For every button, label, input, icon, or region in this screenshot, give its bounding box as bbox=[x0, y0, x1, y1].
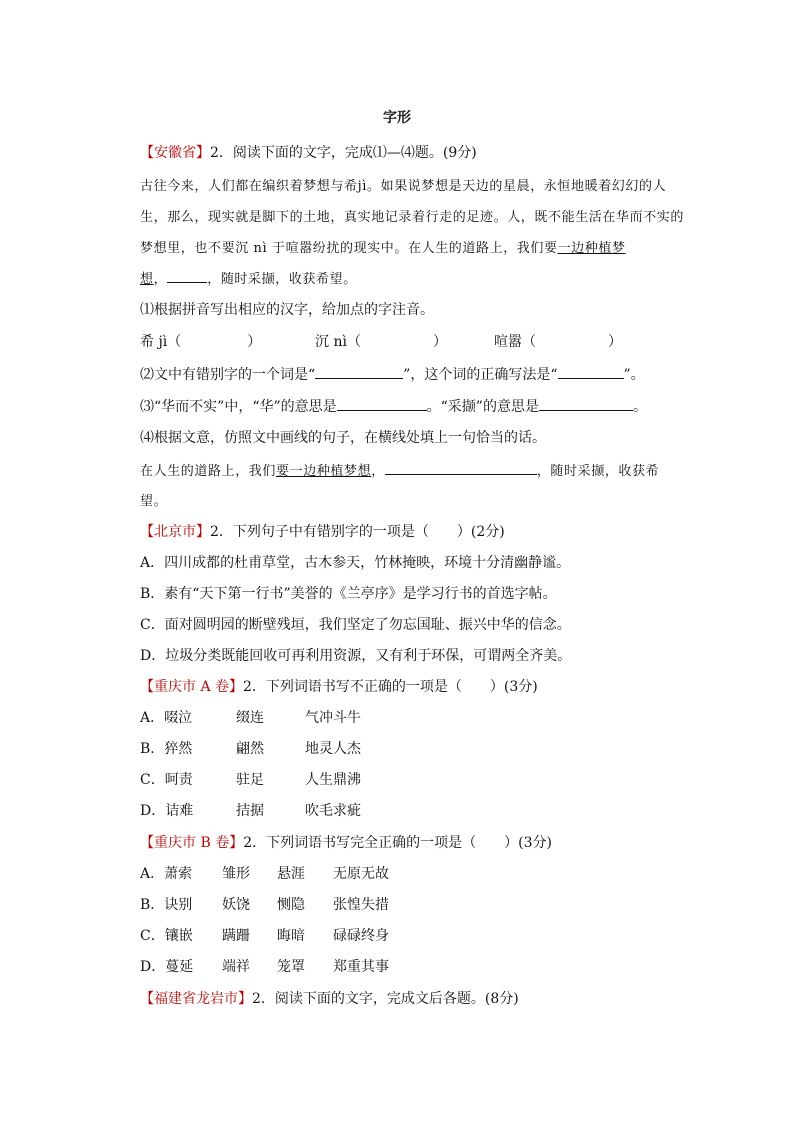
option-a-word-2: 雏形 bbox=[222, 866, 250, 882]
pinyin-item-xuanxiao bbox=[494, 332, 622, 352]
underlined-sentence: 要一边种植梦想 bbox=[276, 464, 372, 479]
q-text: ⑶“华而不实”中，“华”的意思是 bbox=[140, 399, 337, 415]
option-d-word-1: D．蔓延 bbox=[140, 959, 194, 975]
imitation-line-end: 望。 bbox=[140, 494, 168, 509]
q-text: ”。 bbox=[623, 367, 645, 383]
sub-question-2 bbox=[140, 364, 645, 385]
item-paren: ） bbox=[247, 334, 262, 350]
underlined-sentence: 想 bbox=[140, 272, 154, 287]
option-c-word-2: 驻足 bbox=[236, 772, 264, 788]
option-c-word-1: C．呵责 bbox=[140, 772, 193, 788]
passage-text: 梦想里，也不要沉 nì 于喧嚣纷扰的现实中。在人生的道路上，我们要 bbox=[140, 241, 558, 256]
option-c: C．面对圆明园的断壁残垣，我们坚定了勿忘国耻、振兴中华的信念。 bbox=[140, 617, 571, 633]
passage-text: ， bbox=[153, 272, 168, 287]
option-d-word-4: 郑重其事 bbox=[333, 959, 389, 975]
option-a-word-3: 悬涯 bbox=[277, 866, 305, 882]
q4-header bbox=[140, 833, 552, 853]
option-d: D．垃圾分类既能回收可再利用资源，又有利于环保，可谓两全齐美。 bbox=[140, 648, 572, 664]
answer-blank[interactable] bbox=[385, 460, 537, 475]
option-d-word-2: 拮据 bbox=[236, 803, 264, 819]
question-stem: 2．下列词语书写完全正确的一项是（ ）(3分) bbox=[243, 835, 552, 851]
option-a: A．四川成都的杜甫草堂，古木参天，竹林掩映，环境十分清幽静谧。 bbox=[140, 555, 571, 571]
q-text: ， bbox=[371, 464, 385, 479]
q2-header bbox=[140, 522, 505, 542]
sub-question-3 bbox=[140, 396, 647, 417]
option-b-word-3: 地灵人杰 bbox=[305, 741, 361, 757]
option-c-word-4: 碌碌终身 bbox=[333, 928, 389, 944]
underlined-sentence: 一边种植梦 bbox=[557, 241, 626, 256]
option-b-word-2: 妖饶 bbox=[222, 897, 250, 913]
option-d-word-1: D．诘难 bbox=[140, 803, 194, 819]
pinyin-item-ji bbox=[140, 332, 261, 352]
imitation-line bbox=[140, 460, 685, 479]
question-stem: 2．下列词语书写不正确的一项是（ ）(3分) bbox=[243, 679, 538, 695]
q5-header bbox=[140, 989, 519, 1009]
item-label: 喧嚣（ bbox=[494, 334, 536, 350]
q3-header bbox=[140, 677, 538, 697]
option-a-word-2: 缀连 bbox=[236, 710, 264, 726]
option-a-word-1: A．啜泣 bbox=[140, 710, 193, 726]
q-text: 在人生的道路上，我们 bbox=[140, 464, 277, 479]
item-paren: ） bbox=[608, 334, 622, 350]
region-tag: 【重庆市 B 卷】 bbox=[140, 835, 244, 851]
q-text: ”，这个词的正确写法是“ bbox=[403, 367, 558, 383]
passage-line: 生，那么，现实就是脚下的土地，真实地记录着行走的足迹。人，既不能生活在华而不实的 bbox=[140, 210, 685, 225]
question-stem: 2．阅读下面的文字，完成⑴—⑷题。(9分) bbox=[210, 145, 477, 161]
option-c-word-3: 人生鼎沸 bbox=[305, 772, 361, 788]
answer-blank[interactable] bbox=[315, 364, 403, 379]
region-tag: 【安徽省】 bbox=[140, 145, 210, 161]
option-d-word-3: 吹毛求疵 bbox=[305, 803, 361, 819]
item-label: 沉 nì（ bbox=[315, 334, 361, 350]
item-label: 希 jì（ bbox=[140, 334, 182, 350]
option-b-word-1: B．诀别 bbox=[140, 897, 193, 913]
q-text: ⑵文中有错别字的一个词是“ bbox=[140, 367, 316, 383]
option-c-word-3: 晦暗 bbox=[277, 928, 305, 944]
passage-line bbox=[140, 268, 685, 287]
passage-text: ，随时采撷，收获希望。 bbox=[207, 272, 357, 287]
answer-blank[interactable] bbox=[337, 396, 427, 411]
q-text: ，随时采撷，收获希 bbox=[536, 464, 660, 479]
q1-header bbox=[140, 143, 477, 163]
option-c-word-2: 蹒跚 bbox=[222, 928, 250, 944]
question-stem: 2．下列句子中有错别字的一项是（ ）(2分) bbox=[210, 524, 505, 540]
q-text: 。 bbox=[632, 399, 647, 415]
passage-line bbox=[140, 237, 685, 256]
option-c-word-1: C．镶嵌 bbox=[140, 928, 193, 944]
pinyin-item-ni bbox=[315, 332, 447, 352]
option-b-word-1: B．猝然 bbox=[140, 741, 193, 757]
option-b-word-4: 张惶失措 bbox=[333, 897, 389, 913]
passage-line: 古往今来，人们都在编织着梦想与希jì。如果说梦想是天边的星晨，永恒地暖着幻幻的人 bbox=[140, 179, 667, 194]
sub-question-4: ⑷根据文意，仿照文中画线的句子，在横线处填上一句恰当的话。 bbox=[140, 430, 546, 446]
option-b-word-2: 翩然 bbox=[236, 741, 264, 757]
q-text: 。“采撷”的意思是 bbox=[426, 399, 539, 415]
option-a-word-1: A．萧索 bbox=[140, 866, 193, 882]
item-paren: ） bbox=[432, 334, 447, 350]
option-a-word-4: 无原无故 bbox=[333, 866, 389, 882]
answer-blank[interactable] bbox=[558, 364, 624, 379]
region-tag: 【北京市】 bbox=[140, 524, 210, 540]
page-title: 字形 bbox=[383, 110, 411, 126]
option-b: B．素有“天下第一行书”美誉的《兰亭序》是学习行书的首选字帖。 bbox=[140, 586, 557, 602]
question-stem: 2．阅读下面的文字，完成文后各题。(8分) bbox=[252, 991, 519, 1007]
region-tag: 【福建省龙岩市】 bbox=[140, 991, 252, 1007]
option-a-word-3: 气冲斗牛 bbox=[305, 710, 361, 726]
sub-question-1: ⑴根据拼音写出相应的汉字，给加点的字注音。 bbox=[140, 302, 434, 318]
option-b-word-3: 恻隐 bbox=[277, 897, 305, 913]
answer-blank[interactable] bbox=[167, 268, 207, 283]
option-d-word-2: 端祥 bbox=[222, 959, 250, 975]
region-tag: 【重庆市 A 卷】 bbox=[140, 679, 244, 695]
answer-blank[interactable] bbox=[539, 396, 633, 411]
option-d-word-3: 笼罩 bbox=[277, 959, 305, 975]
